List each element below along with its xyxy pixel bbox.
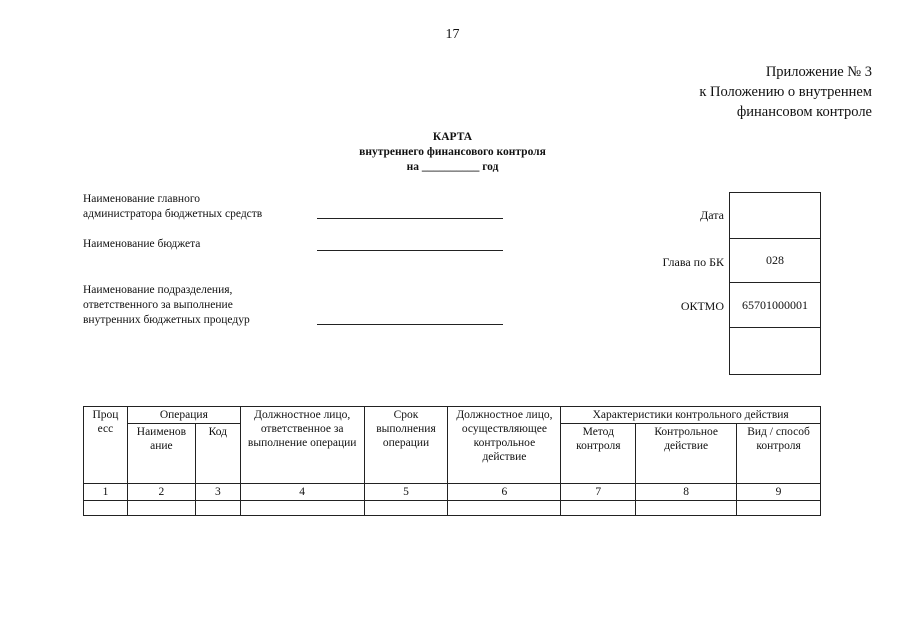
page-number: 17: [445, 27, 460, 42]
date-value: [730, 193, 820, 239]
unit-label-line-3: внутренних бюджетных процедур: [83, 314, 250, 326]
appendix-line-2: к Положению о внутреннем: [699, 84, 872, 100]
header-deadline: Срок выполнения операции: [364, 407, 448, 484]
extra-code-value: [730, 328, 820, 374]
empty-cell: [737, 501, 821, 516]
admin-label-line-1: Наименование главного: [83, 193, 201, 205]
oktmo-label: ОКТМО: [680, 299, 724, 313]
empty-cell: [448, 501, 561, 516]
column-number: 2: [127, 484, 195, 501]
column-number: 8: [636, 484, 737, 501]
empty-cell: [84, 501, 128, 516]
appendix-heading: [699, 62, 872, 122]
title-line-3: на __________ год: [406, 161, 499, 173]
header-characteristics: Характеристики контрольного действия: [561, 407, 821, 424]
unit-underline: [317, 324, 503, 325]
empty-cell: [240, 501, 364, 516]
appendix-line-1: Приложение № 3: [765, 64, 872, 80]
admin-underline: [317, 218, 503, 219]
oktmo-value: 65701000001: [730, 283, 820, 328]
table-header-row-1: [84, 407, 821, 424]
empty-cell: [561, 501, 636, 516]
header-type: Вид / способ контроля: [737, 424, 821, 484]
admin-label-line-2: администратора бюджетных средств: [83, 208, 263, 220]
empty-cell: [364, 501, 448, 516]
column-number: 4: [240, 484, 364, 501]
title-line-1: КАРТА: [432, 131, 473, 143]
column-number-row: [84, 484, 821, 501]
header-method: Метод контроля: [561, 424, 636, 484]
header-responsible: Должностное лицо, ответственное за выполнение операции: [240, 407, 364, 484]
glava-label: Глава по БК: [662, 255, 724, 269]
unit-label: [83, 283, 250, 328]
empty-cell: [195, 501, 240, 516]
header-controller: Должностное лицо, осуществляющее контрольное действие: [448, 407, 561, 484]
header-operation-code: Код: [195, 424, 240, 484]
unit-label-line-1: Наименование подразделения,: [83, 284, 233, 296]
admin-label: [83, 192, 262, 222]
date-label: Дата: [700, 208, 724, 222]
unit-label-line-2: ответственного за выполнение: [83, 299, 233, 311]
control-map-table: [83, 406, 821, 516]
document-title: [0, 130, 905, 175]
column-number: 5: [364, 484, 448, 501]
header-control-action: Контрольное действие: [636, 424, 737, 484]
budget-label: Наименование бюджета: [83, 238, 201, 250]
header-operation-name: Наименов ание: [127, 424, 195, 484]
budget-underline: [317, 250, 503, 251]
column-number: 7: [561, 484, 636, 501]
column-number: 6: [448, 484, 561, 501]
empty-cell: [127, 501, 195, 516]
header-process: Проц есс: [84, 407, 128, 484]
empty-cell: [636, 501, 737, 516]
codes-box: [729, 192, 821, 375]
header-operation: Операция: [127, 407, 240, 424]
column-number: 3: [195, 484, 240, 501]
column-number: 9: [737, 484, 821, 501]
column-number: 1: [84, 484, 128, 501]
title-line-2: внутреннего финансового контроля: [359, 146, 546, 158]
table-empty-row: [84, 501, 821, 516]
appendix-line-3: финансовом контроле: [736, 104, 872, 120]
glava-value: 028: [730, 239, 820, 283]
